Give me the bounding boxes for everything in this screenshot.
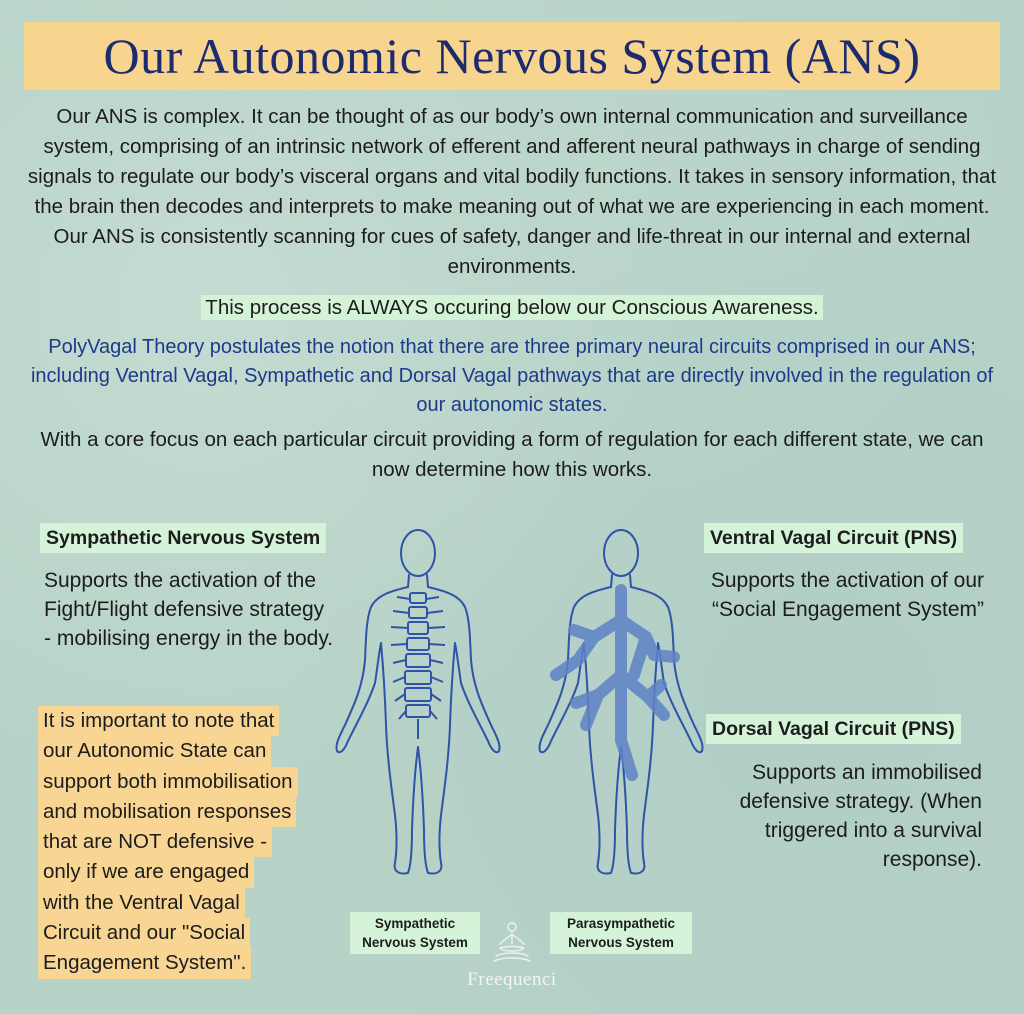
sympathetic-caption: Sympathetic Nervous System — [350, 912, 480, 954]
note-line: that are NOT defensive - — [38, 827, 272, 857]
brand-name: Freequenci — [467, 969, 557, 990]
important-note — [38, 706, 358, 979]
spine-icon — [391, 593, 445, 739]
focus-paragraph: With a core focus on each particular circuit providing a form of regulation for each different state, we can now determine how this works. — [40, 428, 984, 481]
note-line: Engagement System". — [38, 948, 251, 978]
highlight-text: This process is ALWAYS occuring below our Conscious Awareness. — [201, 295, 822, 320]
note-line: Circuit and our "Social — [38, 918, 250, 948]
intro-paragraph: Our ANS is complex. It can be thought of as our body’s own internal communication and surveillance system, comprising of an intrinsic network of efferent and afferent neural pathways in charge of sending signals to regulate our body’s visceral organs and vital bodily functions. It takes in sensory information, that the brain then decodes and interprets to make meaning out of what we are experiencing in each moment. Our ANS is consistently scanning for cues of safety, danger and life-threat in our internal and external environments. — [27, 105, 997, 278]
sympathetic-heading: Sympathetic Nervous System — [40, 523, 326, 553]
sympathetic-body-figure — [333, 525, 503, 885]
page-title: Our Autonomic Nervous System (ANS) — [24, 22, 1000, 90]
dorsal-heading: Dorsal Vagal Circuit (PNS) — [706, 714, 961, 744]
parasympathetic-body-figure — [536, 525, 706, 885]
highlight-line — [0, 293, 1024, 323]
brand-logo — [440, 920, 584, 991]
ventral-description: Supports the activation of our “Social Engagement System” — [710, 569, 984, 621]
note-line: our Autonomic State can — [38, 736, 271, 766]
polyvagal-paragraph: PolyVagal Theory postulates the notion that there are three primary neural circuits comprised in our ANS; including Ventral Vagal, Sympathetic and Dorsal Vagal pathways that are directly involved in the regulation of our autonomic states. — [30, 336, 994, 416]
note-line: support both immobilisation — [38, 767, 298, 797]
ventral-heading: Ventral Vagal Circuit (PNS) — [704, 523, 963, 553]
meditation-logo-icon — [492, 920, 532, 964]
sympathetic-description: Supports the activation of the Fight/Flight defensive strategy - mobilising energy in the body. — [44, 569, 334, 650]
dorsal-description: Supports an immobilised defensive strategy. (When triggered into a survival response). — [739, 761, 982, 871]
note-line: only if we are engaged — [38, 857, 254, 887]
vagal-pathways-icon — [556, 590, 674, 775]
note-line: with the Ventral Vagal — [38, 888, 245, 918]
note-line: It is important to note that — [38, 706, 279, 736]
note-line: and mobilisation responses — [38, 797, 296, 827]
parasympathetic-caption: Parasympathetic Nervous System — [550, 912, 692, 954]
